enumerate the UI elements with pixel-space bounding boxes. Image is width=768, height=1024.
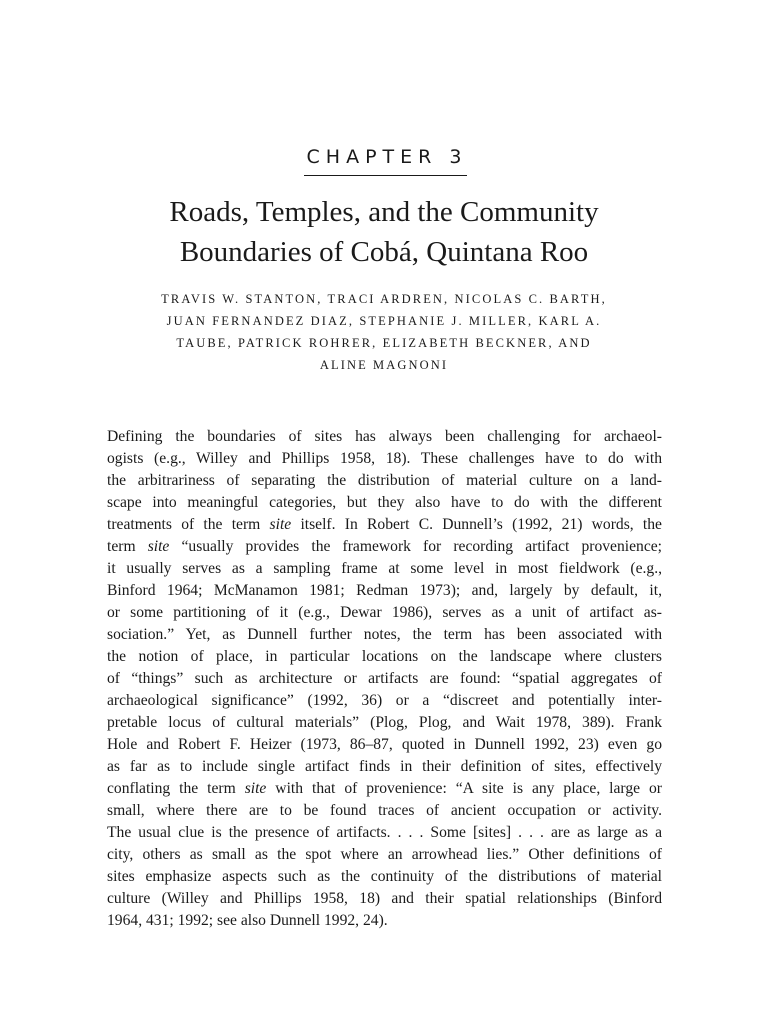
author-line-2: JUAN FERNANDEZ DIAZ, STEPHANIE J. MILLER, KARL A. — [166, 314, 602, 328]
italic-term: site — [244, 780, 267, 797]
text-run: small, where there are to be found traces of ancient occupation or activity. — [107, 802, 662, 819]
body-line — [107, 448, 662, 470]
body-line — [107, 426, 662, 448]
body-line — [107, 492, 662, 514]
text-run: treatments of the term — [107, 516, 270, 533]
text-run: term — [107, 538, 148, 555]
body-line — [107, 910, 662, 932]
text-run: Hole and Robert F. Heizer (1973, 86–87, quoted in Dunnell 1992, 23) even go — [107, 736, 662, 753]
text-run: sites emphasize aspects such as the continuity of the distributions of material — [107, 868, 662, 885]
text-run: itself. In Robert C. Dunnell’s (1992, 21) words, the — [291, 516, 662, 533]
text-run: city, others as small as the spot where an arrowhead lies.” Other definitions of — [107, 846, 662, 863]
author-line-3: TAUBE, PATRICK ROHRER, ELIZABETH BECKNER, AND — [176, 336, 592, 350]
chapter-label — [0, 144, 768, 170]
body-line — [107, 536, 662, 558]
chapter-rule — [304, 175, 467, 176]
chapter-title — [84, 192, 684, 272]
text-run: ogists (e.g., Willey and Phillips 1958, 18). These challenges have to do with — [107, 450, 662, 467]
text-run: scape into meaningful categories, but they also have to do with the different — [107, 494, 662, 511]
text-run: the arbitrariness of separating the distribution of material culture on a land- — [107, 472, 662, 489]
body-paragraph — [107, 426, 662, 932]
text-run: “usually provides the framework for recording artifact provenience; — [169, 538, 662, 555]
text-run: archaeological significance” (1992, 36) or a “discreet and potentially inter- — [107, 692, 662, 709]
body-line — [107, 580, 662, 602]
body-line — [107, 822, 662, 844]
body-line — [107, 712, 662, 734]
text-run: Defining the boundaries of sites has always been challenging for archaeol- — [107, 428, 662, 445]
body-line — [107, 624, 662, 646]
text-run: culture (Willey and Phillips 1958, 18) and their spatial relationships (Binford — [107, 890, 662, 907]
body-line — [107, 888, 662, 910]
chapter-title-line-2: Boundaries of Cobá, Quintana Roo — [179, 236, 589, 268]
text-run: as far as to include single artifact finds in their definition of sites, effectively — [107, 758, 662, 775]
text-run: 1964, 431; 1992; see also Dunnell 1992, 24). — [107, 912, 388, 929]
chapter-label-text: CHAPTER 3 — [306, 146, 468, 168]
body-line — [107, 734, 662, 756]
body-line — [107, 844, 662, 866]
body-line — [107, 756, 662, 778]
author-line-1: TRAVIS W. STANTON, TRACI ARDREN, NICOLAS C. BARTH, — [161, 292, 607, 306]
text-run: The usual clue is the presence of artifacts. . . . Some [sites] . . . are as large as a — [107, 824, 662, 841]
text-run: or some partitioning of it (e.g., Dewar 1986), serves as a unit of artifact as- — [107, 604, 662, 621]
body-line — [107, 558, 662, 580]
author-line-4: ALINE MAGNONI — [319, 358, 449, 372]
italic-term: site — [147, 538, 170, 555]
body-line — [107, 668, 662, 690]
chapter-title-line-1: Roads, Temples, and the Community — [169, 196, 599, 228]
italic-term: site — [269, 516, 292, 533]
author-list — [84, 288, 684, 376]
text-run: Binford 1964; McManamon 1981; Redman 1973); and, largely by default, it, — [107, 582, 662, 599]
text-run: with that of provenience: “A site is any place, large or — [266, 780, 662, 797]
text-run: it usually serves as a sampling frame at some level in most fieldwork (e.g., — [107, 560, 662, 577]
text-run: the notion of place, in particular locations on the landscape where clusters — [107, 648, 662, 665]
text-run: pretable locus of cultural materials” (Plog, Plog, and Wait 1978, 389). Frank — [107, 714, 662, 731]
body-line — [107, 866, 662, 888]
text-run: conflating the term — [107, 780, 245, 797]
body-line — [107, 646, 662, 668]
text-run: sociation.” Yet, as Dunnell further notes, the term has been associated with — [107, 626, 662, 643]
body-line — [107, 690, 662, 712]
text-run: of “things” such as architecture or artifacts are found: “spatial aggregates of — [107, 670, 662, 687]
body-line — [107, 602, 662, 624]
body-line — [107, 778, 662, 800]
body-line — [107, 800, 662, 822]
body-line — [107, 470, 662, 492]
body-line — [107, 514, 662, 536]
